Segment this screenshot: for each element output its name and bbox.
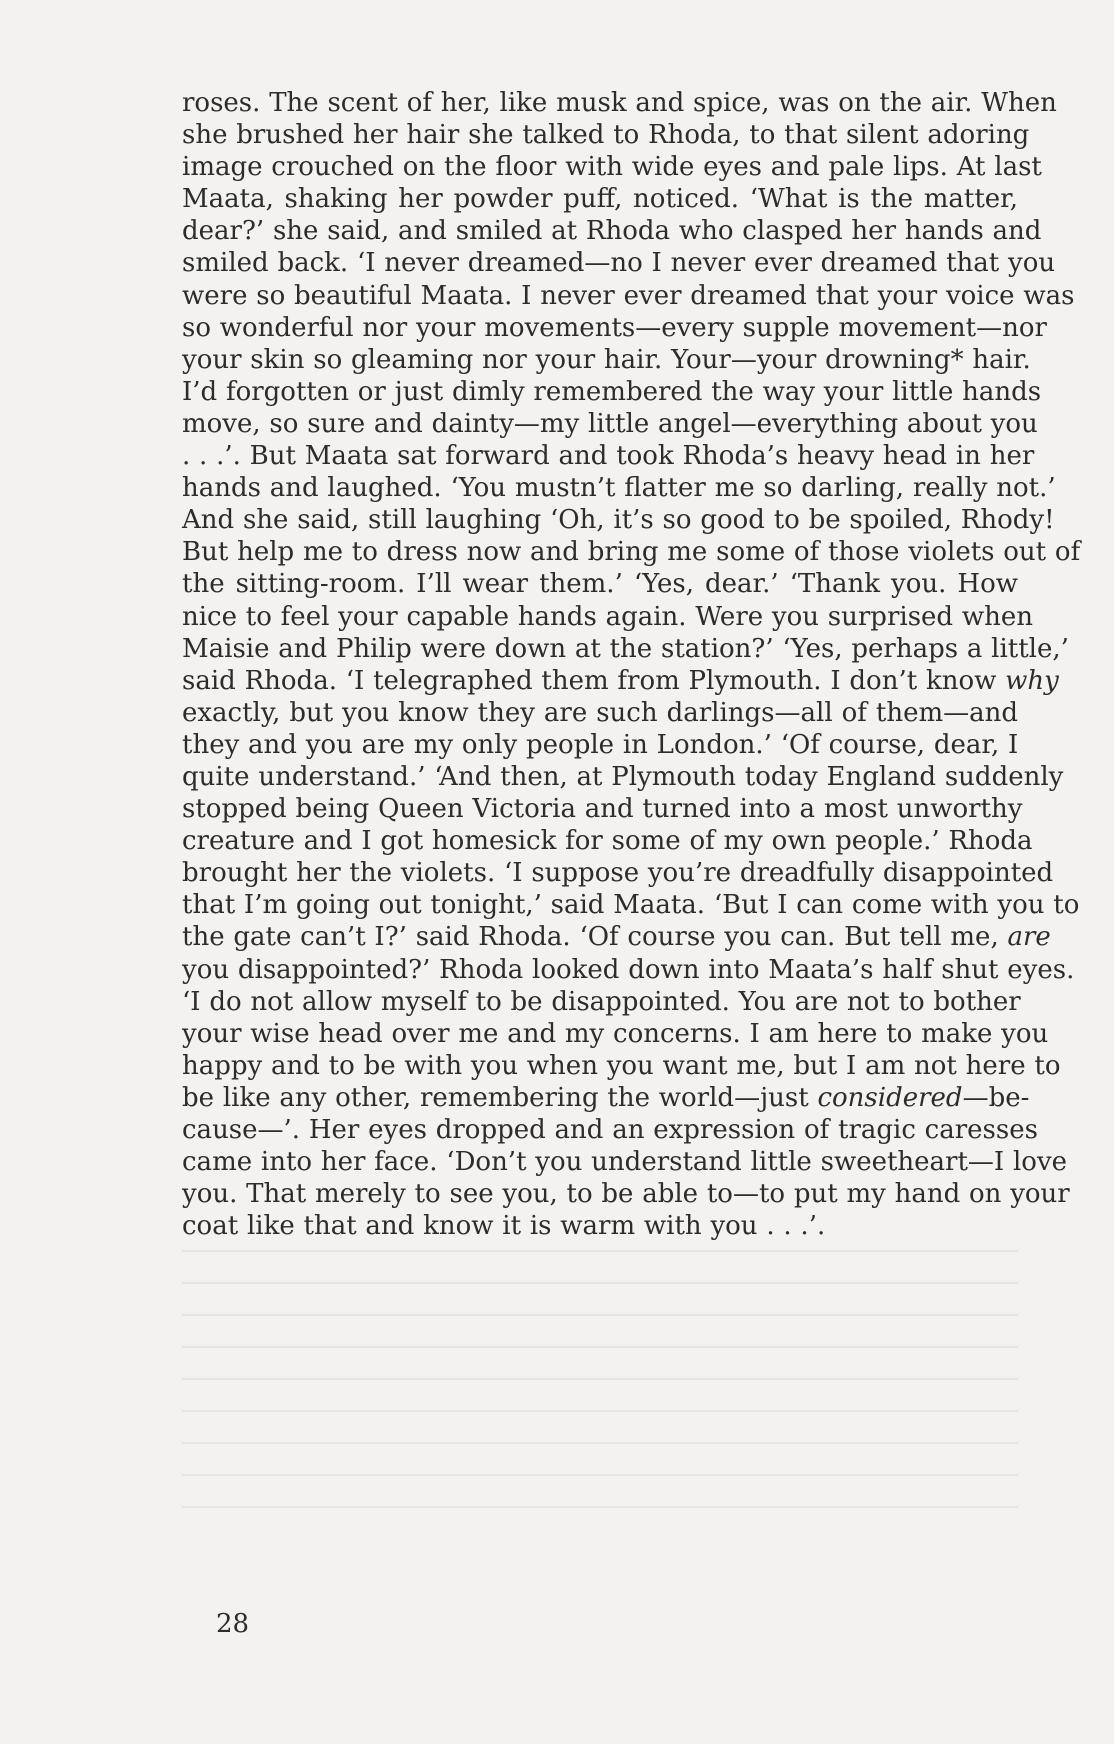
text-line: . . .’. But Maata sat forward and took Rhoda’s heavy head in her: [182, 441, 1035, 472]
text-line: she brushed her hair she talked to Rhoda, to that silent adoring: [182, 120, 1030, 151]
text-line: so wonderful nor your movements—every supple movement—nor: [182, 312, 1047, 343]
text-line: exactly, but you know they are such darlings—all of them—and: [182, 697, 1018, 728]
text-line: coat like that and know it is warm with you . . .’.: [182, 1211, 826, 1242]
text-line: be like any other, remembering the world—just considered—be-: [182, 1082, 1030, 1113]
text-line: you. That merely to see you, to be able to—to put my hand on your: [182, 1179, 1070, 1210]
text-line: And she said, still laughing ‘Oh, it’s so good to be spoiled, Rhody!: [182, 505, 1055, 536]
text-line: smiled back. ‘I never dreamed—no I never ever dreamed that you: [182, 248, 1056, 279]
text-line: nice to feel your capable hands again. Were you surprised when: [182, 601, 1033, 632]
text-line: were so beautiful Maata. I never ever dreamed that your voice was: [182, 280, 1075, 311]
text-line: roses. The scent of her, like musk and spice, was on the air. When: [182, 88, 1057, 118]
text-line: hands and laughed. ‘You mustn’t flatter me so darling, really not.’: [182, 473, 1056, 504]
italic-word: why: [1005, 665, 1059, 696]
text-line: said Rhoda. ‘I telegraphed them from Plymouth. I don’t know why: [182, 665, 1059, 696]
text-line: move, so sure and dainty—my little angel—everything about you: [182, 408, 1038, 439]
page-number: 28: [216, 1609, 250, 1639]
text-line: But help me to dress now and bring me some of those violets out of: [182, 537, 1081, 568]
text-line: brought her the violets. ‘I suppose you’re dreadfully disappointed: [182, 858, 1054, 889]
text-line: image crouched on the floor with wide eyes and pale lips. At last: [182, 152, 1042, 183]
text-line: the sitting-room. I’ll wear them.’ ‘Yes, dear.’ ‘Thank you. How: [182, 569, 1018, 600]
text-line: came into her face. ‘Don’t you understand little sweetheart—I love: [182, 1147, 1068, 1178]
italic-word: are: [1007, 922, 1051, 953]
text-line: Maisie and Philip were down at the station?’ ‘Yes, perhaps a little,’: [182, 633, 1069, 664]
text-line: dear?’ she said, and smiled at Rhoda who clasped her hands and: [182, 216, 1042, 247]
text-line: creature and I got homesick for some of my own people.’ Rhoda: [182, 826, 1033, 857]
text-line: I’d forgotten or just dimly remembered the way your little hands: [182, 376, 1042, 407]
show-through-text: [182, 1250, 1018, 1530]
body-text: [182, 87, 1081, 1242]
text-line: that I’m going out tonight,’ said Maata. ‘But I can come with you to: [182, 890, 1080, 921]
text-line: your wise head over me and my concerns. I am here to make you: [182, 1018, 1049, 1049]
text-line: you disappointed?’ Rhoda looked down into Maata’s half shut eyes.: [182, 954, 1075, 985]
text-line: happy and to be with you when you want me, but I am not here to: [182, 1050, 1061, 1081]
text-line: your skin so gleaming nor your hair. Your—your drowning* hair.: [182, 344, 1031, 375]
text-line: quite understand.’ ‘And then, at Plymouth today England suddenly: [182, 761, 1064, 792]
italic-word: considered: [817, 1082, 963, 1113]
text-line: they and you are my only people in London.’ ‘Of course, dear, I: [182, 729, 1019, 760]
text-line: the gate can’t I?’ said Rhoda. ‘Of course you can. But tell me, are: [182, 922, 1051, 953]
text-line: stopped being Queen Victoria and turned into a most unworthy: [182, 794, 1023, 825]
text-line: cause—’. Her eyes dropped and an expression of tragic caresses: [182, 1115, 1038, 1145]
text-line: Maata, shaking her powder puff, noticed. ‘What is the matter,: [182, 184, 1018, 215]
text-line: ‘I do not allow myself to be disappointed. You are not to bother: [182, 986, 1021, 1017]
